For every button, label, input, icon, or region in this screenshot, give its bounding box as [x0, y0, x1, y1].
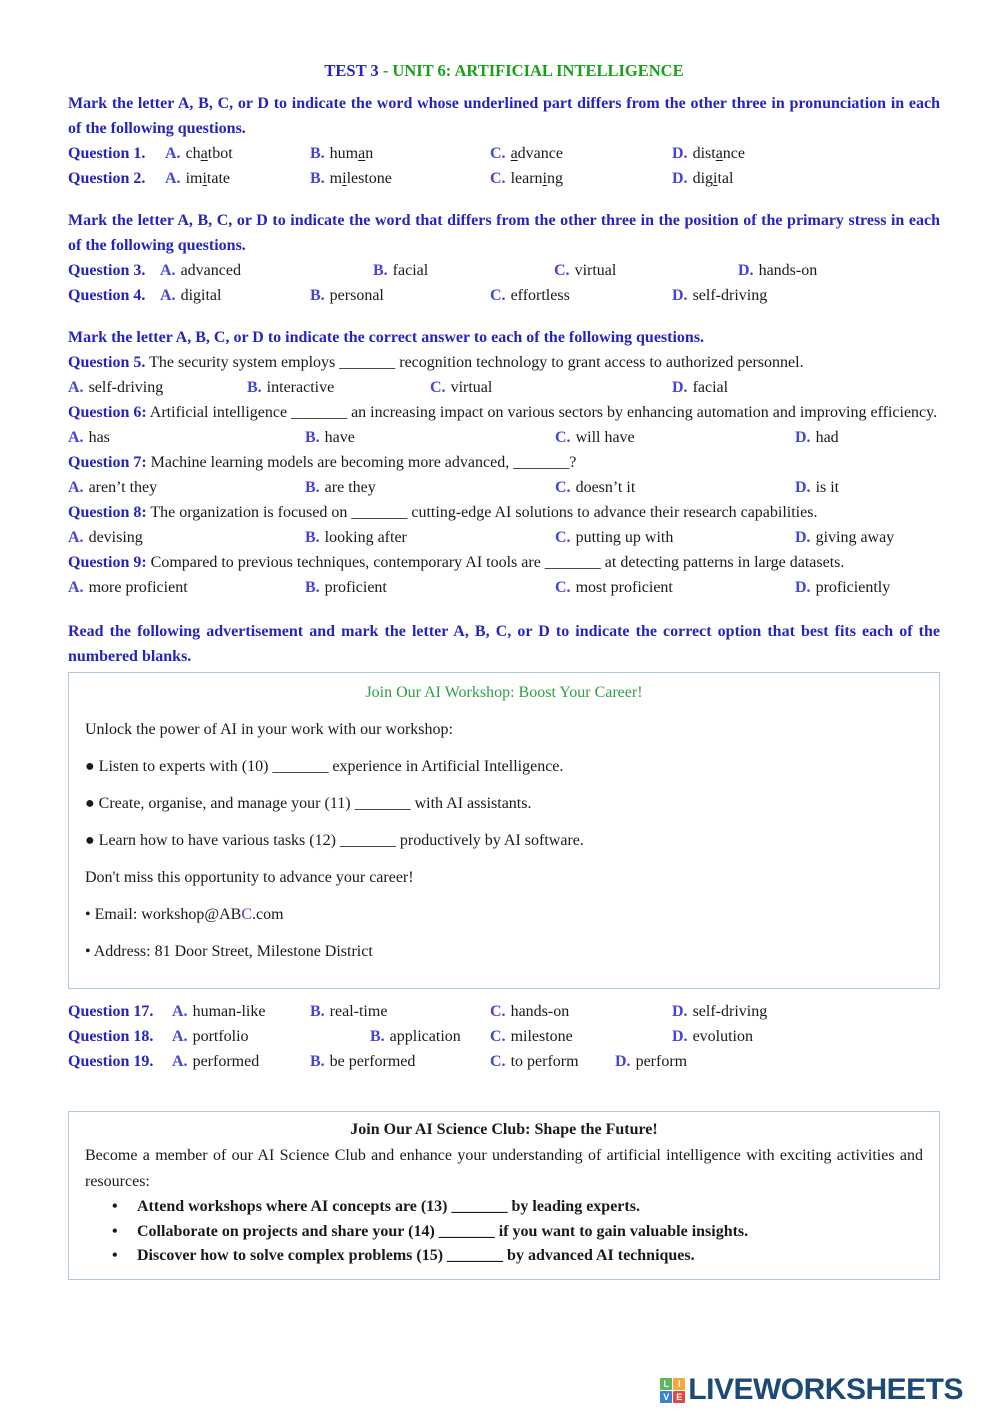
option-b: [305, 575, 555, 600]
option-letter: B.: [310, 1053, 325, 1070]
question-row-1: [68, 141, 940, 166]
option-a: [68, 525, 305, 550]
question-9-stem: [68, 550, 940, 575]
option-letter: D.: [795, 579, 811, 596]
question-label: Question 1.: [68, 145, 146, 162]
option-b: [310, 999, 490, 1024]
option-d: [672, 283, 767, 308]
option-a: [172, 1049, 310, 1074]
option-word: personal: [329, 287, 384, 304]
option-d: [672, 141, 745, 166]
option-word: facial: [692, 379, 729, 396]
option-letter: C.: [555, 479, 571, 496]
question-7-stem: [68, 450, 940, 475]
option-word: perform: [635, 1053, 688, 1070]
option-word: digital: [180, 287, 222, 304]
logo-tile-l: L: [660, 1378, 672, 1390]
option-word: milestone: [329, 170, 392, 187]
option-word: milestone: [510, 1028, 573, 1045]
question-row-4: [68, 283, 940, 308]
option-a: [160, 283, 310, 308]
option-letter: B.: [310, 170, 325, 187]
question-6-stem: [68, 400, 940, 425]
workshop-email-line: • Email: workshop@ABC.com: [85, 906, 284, 923]
stem-text: Machine learning models are becoming more advanced, _______?: [150, 454, 577, 471]
page-title-test-number: TEST 3: [324, 61, 383, 80]
option-d: [738, 258, 817, 283]
option-letter: B.: [370, 1028, 385, 1045]
option-d: [795, 425, 839, 450]
option-word: self-driving: [692, 287, 768, 304]
question-label: Question 3.: [68, 262, 146, 279]
option-word: hands-on: [758, 262, 818, 279]
option-word: self-driving: [692, 1003, 768, 1020]
option-a: [68, 375, 247, 400]
option-b: [247, 375, 430, 400]
option-b: [310, 141, 490, 166]
option-word: application: [389, 1028, 461, 1045]
option-letter: B.: [310, 145, 325, 162]
option-letter: B.: [247, 379, 262, 396]
logo-tile-i: I: [673, 1378, 685, 1390]
club-bullet-15: • Discover how to solve complex problems (15) _______ by advanced AI techniques.: [85, 1244, 923, 1269]
option-letter: B.: [310, 287, 325, 304]
option-word: interactive: [266, 379, 335, 396]
option-word: is it: [815, 479, 840, 496]
workshop-ad-outro: Don't miss this opportunity to advance your career!: [85, 869, 414, 886]
option-letter: C.: [554, 262, 570, 279]
option-d: [672, 166, 733, 191]
question-label: Question 8:: [68, 504, 147, 521]
option-letter: D.: [672, 1028, 688, 1045]
question-5-stem: [68, 350, 940, 375]
option-c: [555, 525, 795, 550]
stem-text: Compared to previous techniques, contemporary AI tools are _______ at detecting patterns in large datasets.: [150, 554, 845, 571]
option-letter: D.: [615, 1053, 631, 1070]
club-bullet-14: • Collaborate on projects and share your (14) _______ if you want to gain valuable insights.: [85, 1220, 923, 1245]
option-b: [370, 1024, 490, 1049]
option-word: putting up with: [575, 529, 674, 546]
option-word: virtual: [450, 379, 493, 396]
option-c: [430, 375, 672, 400]
workshop-bullet-11: ● Create, organise, and manage your (11) _______ with AI assistants.: [85, 795, 532, 812]
option-letter: D.: [672, 1003, 688, 1020]
option-letter: A.: [172, 1028, 188, 1045]
option-word: are they: [324, 479, 376, 496]
option-letter: C.: [490, 1028, 506, 1045]
option-a: [160, 258, 373, 283]
option-word: giving away: [815, 529, 895, 546]
option-c: [490, 1024, 672, 1049]
option-letter: A.: [68, 529, 84, 546]
option-letter: A.: [68, 479, 84, 496]
stem-text: The organization is focused on _______ cutting-edge AI solutions to advance their research capabilities.: [150, 504, 818, 521]
option-letter: D.: [672, 170, 688, 187]
option-word: evolution: [692, 1028, 753, 1045]
question-5-options: [68, 375, 940, 400]
workshop-ad-intro: Unlock the power of AI in your work with our workshop:: [85, 721, 453, 738]
option-letter: A.: [68, 579, 84, 596]
option-letter: A.: [165, 170, 181, 187]
option-word: portfolio: [192, 1028, 249, 1045]
question-label: Question 2.: [68, 170, 146, 187]
option-d: [795, 575, 890, 600]
instruction-mcq: Mark the letter A, B, C, or D to indicate the correct answer to each of the following questions.: [68, 329, 705, 346]
option-word: distance: [692, 145, 745, 162]
option-a: [68, 475, 305, 500]
option-word: learning: [510, 170, 563, 187]
option-a: [68, 575, 305, 600]
option-word: will have: [575, 429, 635, 446]
liveworksheets-logo-icon[interactable]: [660, 1378, 685, 1403]
option-c: [490, 1049, 615, 1074]
option-b: [305, 475, 555, 500]
option-letter: C.: [555, 579, 571, 596]
option-word: be performed: [329, 1053, 416, 1070]
option-c: [490, 283, 672, 308]
option-c: [490, 141, 672, 166]
option-letter: D.: [738, 262, 754, 279]
option-c: [490, 999, 672, 1024]
club-bullet-13: • Attend workshops where AI concepts are (13) _______ by leading experts.: [85, 1195, 923, 1220]
email-highlight-letter: C: [241, 906, 252, 923]
option-letter: B.: [305, 579, 320, 596]
option-word: proficiently: [815, 579, 891, 596]
option-b: [310, 166, 490, 191]
option-word: aren’t they: [88, 479, 158, 496]
page-title-unit: - UNIT 6: ARTIFICIAL INTELLIGENCE: [382, 61, 684, 80]
question-row-19: [68, 1049, 940, 1074]
option-letter: B.: [305, 529, 320, 546]
option-word: digital: [692, 170, 734, 187]
option-word: devising: [88, 529, 143, 546]
option-letter: B.: [373, 262, 388, 279]
question-label: Question 9:: [68, 554, 147, 571]
option-c: [555, 425, 795, 450]
option-letter: B.: [310, 1003, 325, 1020]
option-letter: C.: [555, 529, 571, 546]
option-a: [68, 425, 305, 450]
option-word: hands-on: [510, 1003, 570, 1020]
question-8-options: [68, 525, 940, 550]
workshop-ad-title: Join Our AI Workshop: Boost Your Career!: [365, 684, 643, 701]
option-letter: A.: [165, 145, 181, 162]
option-d: [615, 1049, 687, 1074]
option-letter: C.: [490, 287, 506, 304]
option-word: had: [815, 429, 839, 446]
instruction-stress: Mark the letter A, B, C, or D to indicate the word that differs from the other three in the position of the primary stress in each of the following questions.: [68, 212, 940, 254]
option-letter: A.: [160, 287, 176, 304]
question-row-18: [68, 1024, 940, 1049]
option-word: looking after: [324, 529, 407, 546]
question-row-17: [68, 999, 940, 1024]
option-letter: B.: [305, 479, 320, 496]
option-a: [165, 166, 310, 191]
option-letter: C.: [490, 1053, 506, 1070]
option-a: [165, 141, 310, 166]
question-7-options: [68, 475, 940, 500]
stem-text: The security system employs _______ recognition technology to grant access to authorized personnel.: [149, 354, 804, 371]
option-letter: D.: [795, 529, 811, 546]
workshop-bullet-10: ● Listen to experts with (10) _______ experience in Artificial Intelligence.: [85, 758, 564, 775]
option-word: advance: [510, 145, 563, 162]
option-b: [310, 1049, 490, 1074]
question-row-3: [68, 258, 940, 283]
option-d: [672, 1024, 753, 1049]
question-label: Question 6:: [68, 404, 147, 421]
question-label: Question 17.: [68, 1003, 154, 1020]
workshop-bullet-12: ● Learn how to have various tasks (12) _______ productively by AI software.: [85, 832, 584, 849]
option-word: human-like: [192, 1003, 266, 1020]
science-club-title: Join Our AI Science Club: Shape the Future!: [350, 1121, 658, 1138]
option-letter: D.: [795, 479, 811, 496]
option-a: [172, 999, 310, 1024]
workshop-ad-box: [68, 672, 940, 989]
option-letter: A.: [68, 379, 84, 396]
option-d: [795, 525, 894, 550]
question-label: Question 19.: [68, 1053, 154, 1070]
option-c: [490, 166, 672, 191]
question-label: Question 18.: [68, 1028, 154, 1045]
option-word: human: [329, 145, 374, 162]
science-club-intro: Become a member of our AI Science Club and enhance your understanding of artificial intelligence with exciting activities and resources:: [85, 1147, 923, 1190]
option-letter: C.: [490, 145, 506, 162]
option-c: [554, 258, 738, 283]
option-word: proficient: [324, 579, 387, 596]
option-letter: D.: [672, 287, 688, 304]
option-word: self-driving: [88, 379, 164, 396]
science-club-bullet-list: [85, 1195, 923, 1269]
option-b: [305, 525, 555, 550]
workshop-address-line: • Address: 81 Door Street, Milestone District: [85, 943, 373, 960]
logo-tile-v: V: [660, 1391, 672, 1403]
option-d: [672, 999, 767, 1024]
option-d: [672, 375, 728, 400]
option-word: to perform: [510, 1053, 579, 1070]
question-row-2: [68, 166, 940, 191]
option-word: more proficient: [88, 579, 188, 596]
option-letter: A.: [172, 1003, 188, 1020]
option-letter: A.: [160, 262, 176, 279]
option-letter: D.: [672, 379, 688, 396]
option-letter: D.: [672, 145, 688, 162]
option-word: facial: [392, 262, 429, 279]
question-label: Question 4.: [68, 287, 146, 304]
option-word: have: [324, 429, 355, 446]
page-title: [68, 58, 940, 83]
option-word: advanced: [180, 262, 241, 279]
option-b: [373, 258, 554, 283]
option-word: virtual: [574, 262, 617, 279]
question-9-options: [68, 575, 940, 600]
option-a: [172, 1024, 370, 1049]
option-letter: A.: [172, 1053, 188, 1070]
option-word: performed: [192, 1053, 260, 1070]
question-6-options: [68, 425, 940, 450]
option-b: [305, 425, 555, 450]
option-letter: C.: [490, 1003, 506, 1020]
liveworksheets-wordmark[interactable]: LIVEWORKSHEETS: [688, 1373, 963, 1406]
option-d: [795, 475, 839, 500]
option-word: doesn’t it: [575, 479, 636, 496]
option-letter: C.: [430, 379, 446, 396]
option-word: most proficient: [575, 579, 673, 596]
question-8-stem: [68, 500, 940, 525]
science-club-box: [68, 1111, 940, 1280]
option-word: has: [88, 429, 110, 446]
liveworksheets-footer: [660, 1374, 963, 1406]
option-word: chatbot: [185, 145, 233, 162]
stem-text: Artificial intelligence _______ an increasing impact on various sectors by enhancing automation and improving efficiency.: [149, 404, 938, 421]
option-letter: B.: [305, 429, 320, 446]
question-label: Question 5.: [68, 354, 146, 371]
option-letter: C.: [555, 429, 571, 446]
option-c: [555, 575, 795, 600]
question-label: Question 7:: [68, 454, 147, 471]
option-c: [555, 475, 795, 500]
option-letter: C.: [490, 170, 506, 187]
option-b: [310, 283, 490, 308]
instruction-pronunciation: Mark the letter A, B, C, or D to indicate the word whose underlined part differs from the other three in pronunciation in each of the following questions.: [68, 95, 940, 137]
option-word: real-time: [329, 1003, 388, 1020]
option-word: effortless: [510, 287, 570, 304]
option-letter: D.: [795, 429, 811, 446]
option-word: imitate: [185, 170, 230, 187]
instruction-cloze: Read the following advertisement and mark the letter A, B, C, or D to indicate the correct option that best fits each of the numbered blanks.: [68, 623, 940, 665]
option-letter: A.: [68, 429, 84, 446]
logo-tile-e: E: [673, 1391, 685, 1403]
